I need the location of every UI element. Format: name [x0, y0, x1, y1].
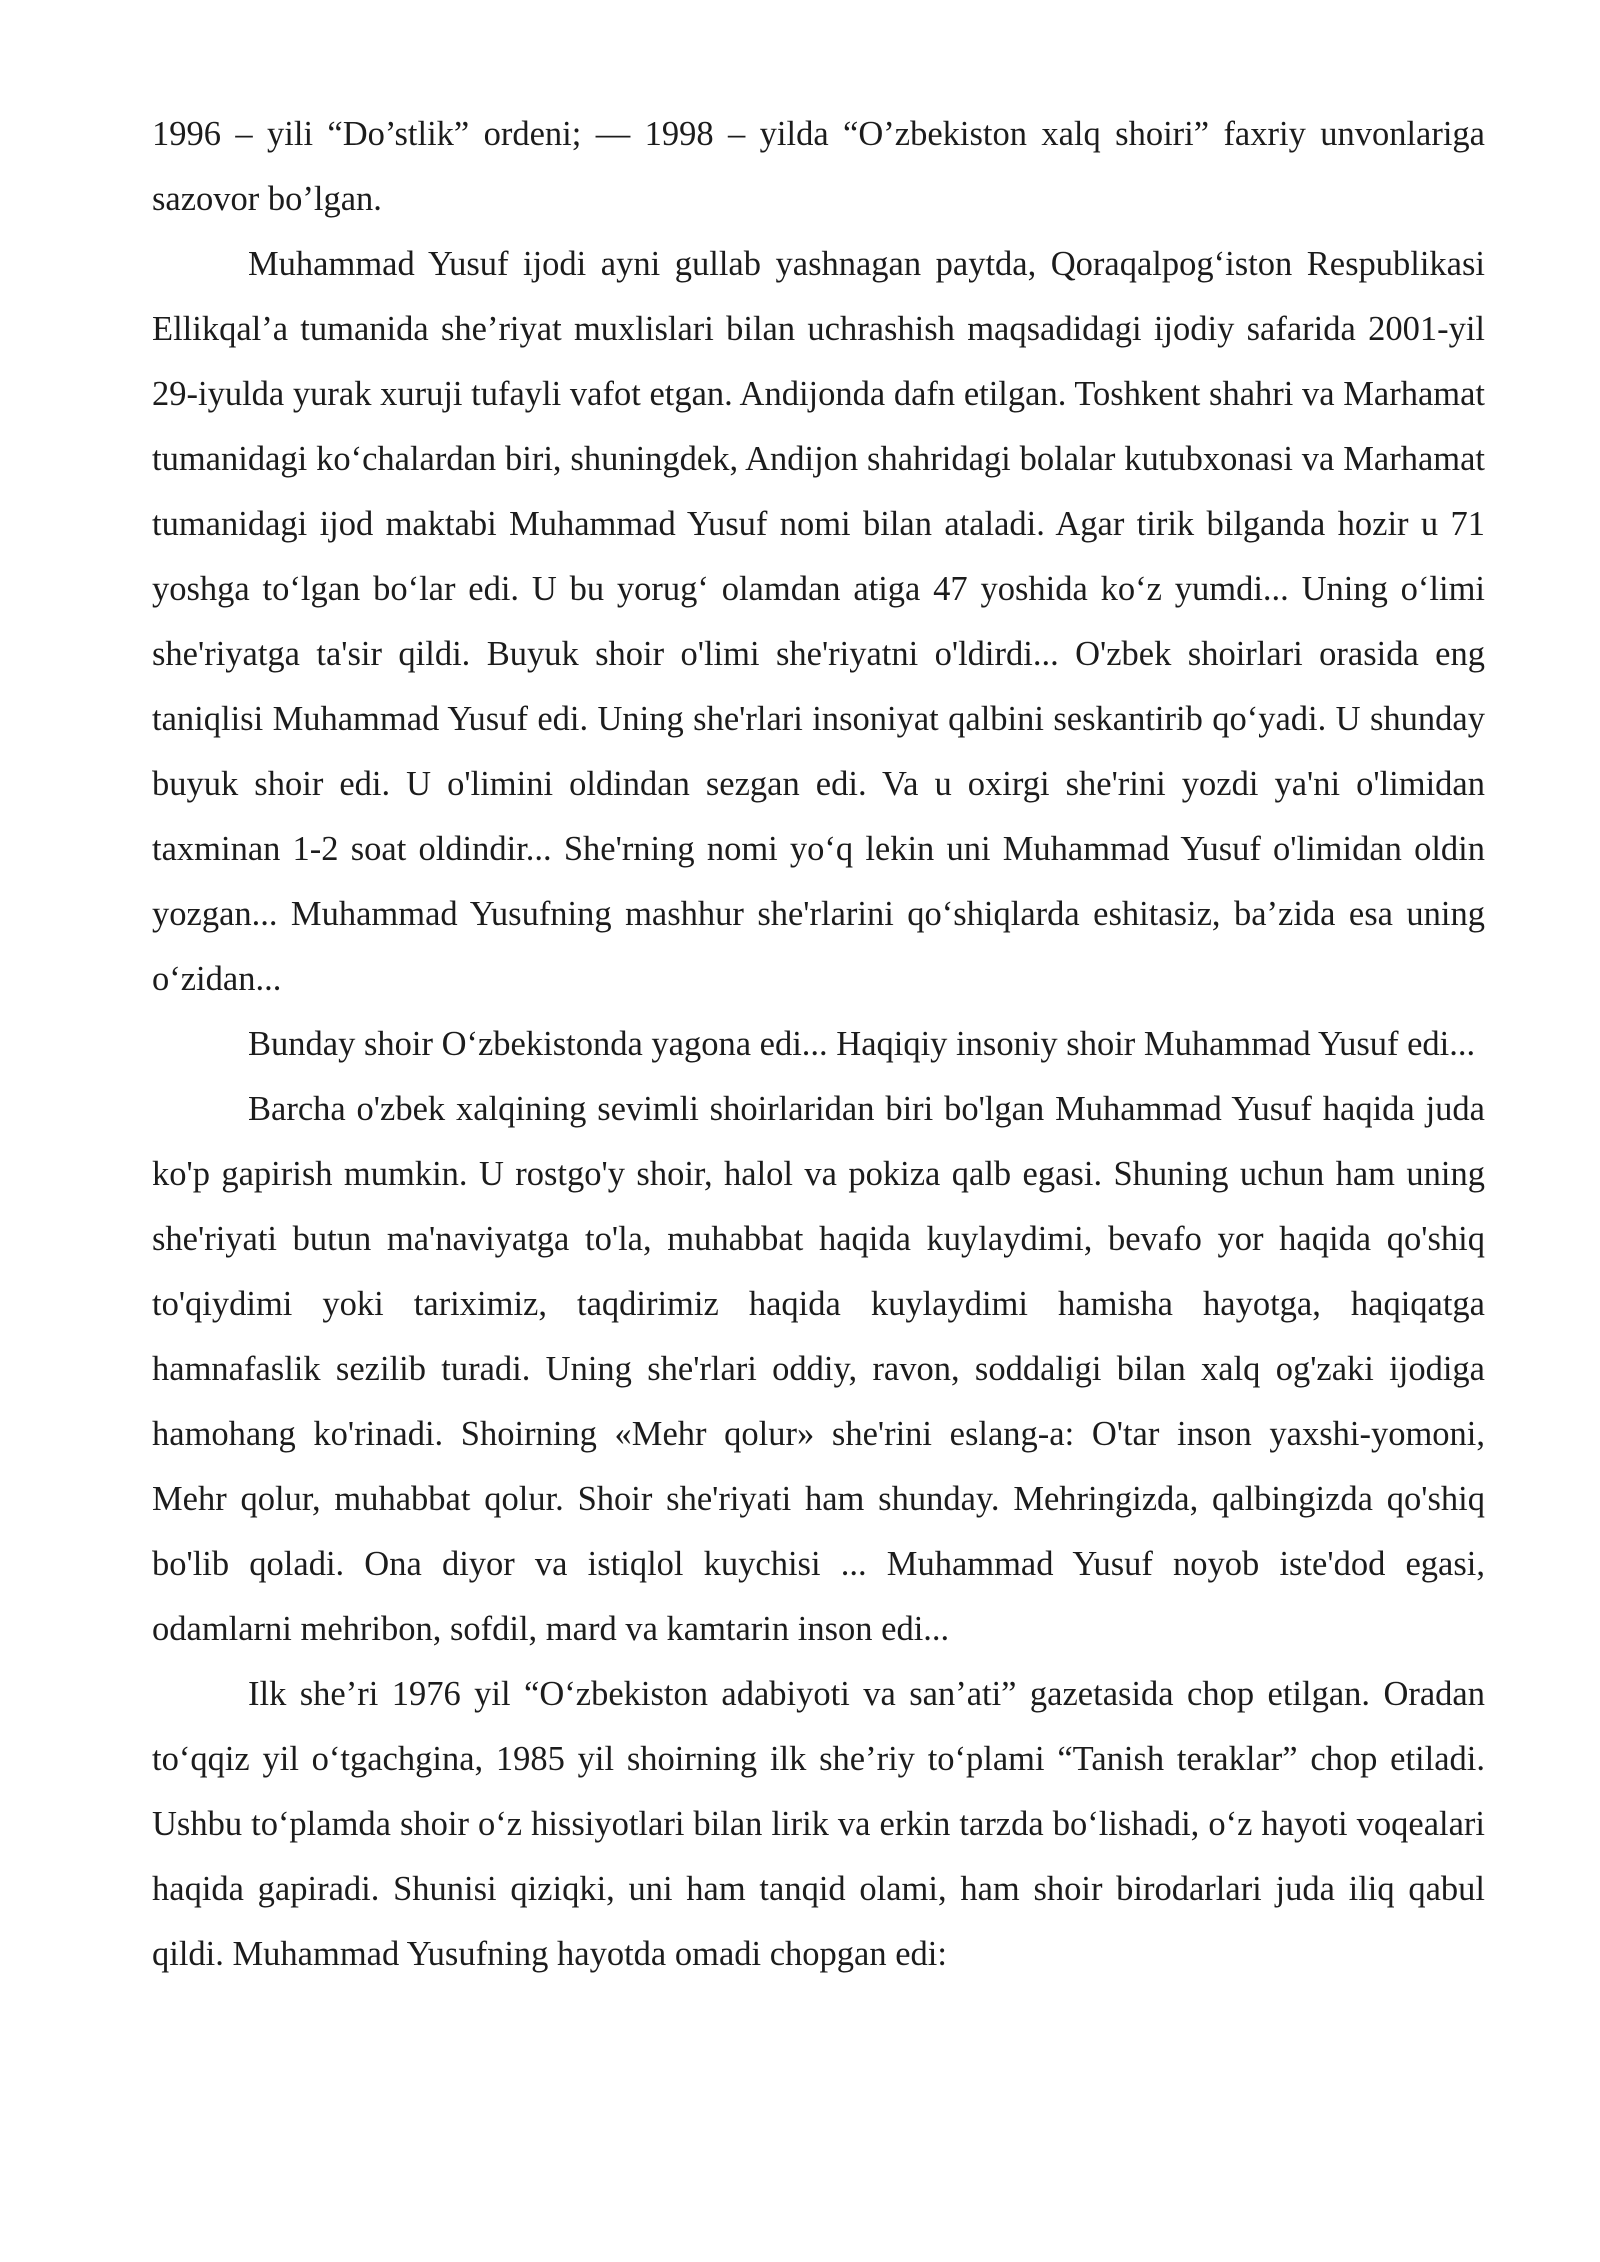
document-page [152, 102, 1485, 1987]
paragraph-first-poem: Ilk she’ri 1976 yil “O‘zbekiston adabiyoti va san’ati” gazetasida chop etilgan. Oradan to‘qqiz yil o‘tgachgina, 1985 yil shoirning ilk she’riy to‘plami “Tanish teraklar” chop etiladi. Ushbu to‘plamda shoir o‘z hissiyotlari bilan lirik va erkin tarzda bo‘lishadi, o‘z hayoti voqealari haqida gapiradi. Shunisi qiziqki, uni ham tanqid olami, ham shoir birodarlari juda iliq qabul qildi. Muhammad Yusufning hayotda omadi chopgan edi: [152, 1675, 1485, 1973]
paragraph-unique-poet: Bunday shoir O‘zbekistonda yagona edi... Haqiqiy insoniy shoir Muhammad Yusuf edi... [248, 1025, 1476, 1063]
paragraph-beloved-poet: Barcha o'zbek xalqining sevimli shoirlaridan biri bo'lgan Muhammad Yusuf haqida juda ko'p gapirish mumkin. U rostgo'y shoir, halol va pokiza qalb egasi. Shuning uchun ham uning she'riyati butun ma'naviyatga to'la, muhabbat haqida kuylaydimi, bevafo yor haqida qo'shiq to'qiydimi yoki tariximiz, taqdirimiz haqida kuylaydimi hamisha hayotga, haqiqatga hamnafaslik sezilib turadi. Uning she'rlari oddiy, ravon, soddaligi bilan xalq og'zaki ijodiga hamohang ko'rinadi. Shoirning «Mehr qolur» she'rini eslang-a: O'tar inson yaxshi-yomoni, Mehr qolur, muhabbat qolur. Shoir she'riyati ham shunday. Mehringizda, qalbingizda qo'shiq bo'lib qoladi. Ona diyor va istiqlol kuychisi ... Muhammad Yusuf noyob iste'dod egasi, odamlarni mehribon, sofdil, mard va kamtarin inson edi... [152, 1090, 1485, 1648]
paragraph-awards: 1996 – yili “Do’stlik” ordeni; — 1998 – yilda “O’zbekiston xalq shoiri” faxriy unvonlariga sazovor bo’lgan. [152, 115, 1485, 218]
paragraph-death-and-legacy: Muhammad Yusuf ijodi ayni gullab yashnagan paytda, Qoraqalpog‘iston Respublikasi Ellikqal’a tumanida she’riyat muxlislari bilan uchrashish maqsadidagi ijodiy safarida 2001-yil 29-iyulda yurak xuruji tufayli vafot etgan. Andijonda dafn etilgan. Toshkent shahri va Marhamat tumanidagi ko‘chalardan biri, shuningdek, Andijon shahridagi bolalar kutubxonasi va Marhamat tumanidagi ijod maktabi Muhammad Yusuf nomi bilan ataladi. Agar tirik bilganda hozir u 71 yoshga to‘lgan bo‘lar edi. U bu yorug‘ olamdan atiga 47 yoshida ko‘z yumdi... Uning o‘limi she'riyatga ta'sir qildi. Buyuk shoir o'limi she'riyatni o'ldirdi... O'zbek shoirlari orasida eng taniqlisi Muhammad Yusuf edi. Uning she'rlari insoniyat qalbini seskantirib qo‘yadi. U shunday buyuk shoir edi. U o'limini oldindan sezgan edi. Va u oxirgi she'rini yozdi ya'ni o'limidan taxminan 1-2 soat oldindir... She'rning nomi yo‘q lekin uni Muhammad Yusuf o'limidan oldin yozgan... Muhammad Yusufning mashhur she'rlarini qo‘shiqlarda eshitasiz, ba’zida esa uning o‘zidan... [152, 245, 1485, 998]
